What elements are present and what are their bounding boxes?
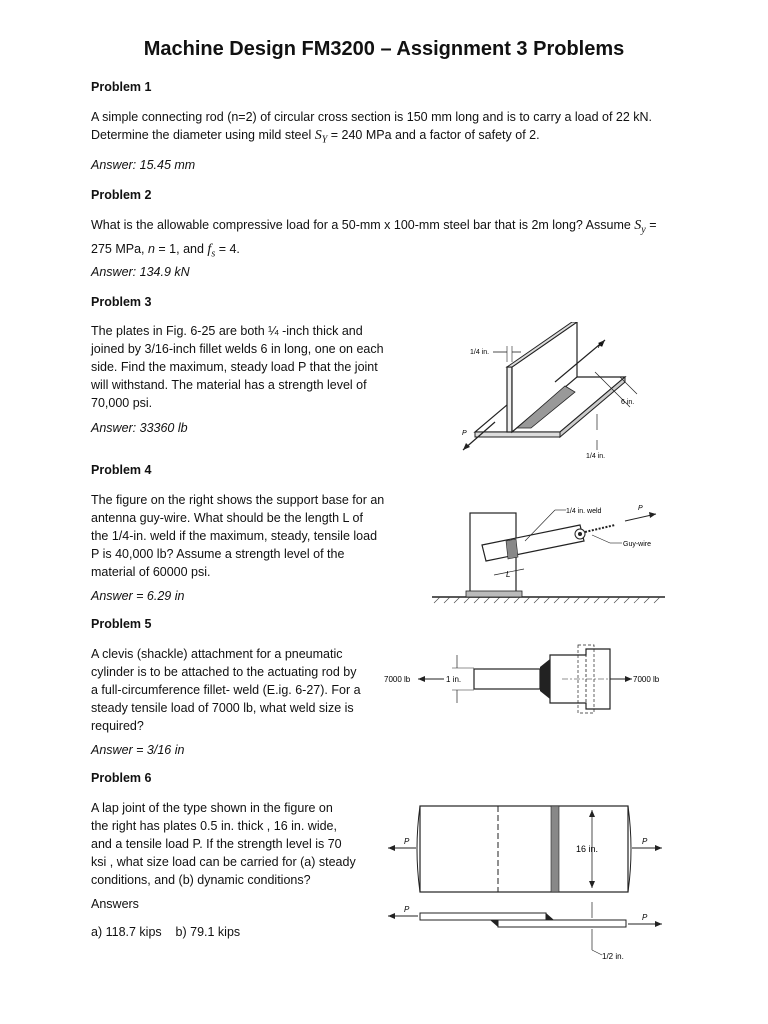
arrow-left-icon [388,913,395,919]
weld-label: 1/4 in. weld [566,508,602,515]
problem-5-text: A clevis (shackle) attachment for a pneumatic cylinder is to be attached to the actuating rod by a full-circumference fillet- weld (E.ig. 6-27). For a steady tensile load of 7000 lb, what weld size is required? [91,647,361,733]
arrow-right-icon [655,845,662,851]
problem-6-answers-label: Answers [91,897,139,911]
problem-6-heading: Problem 6 [91,771,152,785]
fillet-weld-figure [455,322,665,462]
fillet-weld [540,659,550,699]
weld-length-label: 6 in. [621,399,635,406]
problem-1-text: A simple connecting rod (n=2) of circular cross section is 150 mm long and is to carry a load of 22 kN. Determine the diameter using mild steel $S_Y = 240$ MPa and a factor of safety of 2. [91,110,653,146]
load-label-side-left: P [404,905,410,914]
weld-bead [506,539,518,559]
problem-1-answer: Answer: 15.45 mm [91,158,196,172]
load-label-right: P [642,837,648,846]
load-label: P [638,505,643,512]
problem-2-text: What is the allowable compressive load for a 50-mm x 100-mm steel bar that is 2m long? Assume $S_y$ = 275 MPa, n = 1, and $f_s = 4$. [91,218,657,259]
load-label-bottom: P [462,430,467,437]
arrow-left-icon [388,845,395,851]
arrow-right-icon [649,512,656,518]
plate-side-right [498,920,626,927]
page-title: Machine Design FM3200 – Assignment 3 Problems [143,38,625,60]
problem-3-text: The plates in Fig. 6-25 are both ¼ -inch thick and joined by 3/16-inch fillet welds 6 in long, one on each side. Find the maximum, steady load P that the joint will withstand. The material has a strength level of 70,000 psi. [91,324,384,410]
plate-side-left [420,913,546,920]
actuating-rod [474,669,540,689]
problem-4-heading: Problem 4 [91,463,152,477]
problem-4-answer: Answer = 6.29 in [91,589,185,603]
lap-joint-figure [380,800,670,970]
guy-wire-base-figure [430,497,670,607]
problem-3-heading: Problem 3 [91,295,152,309]
plate-thickness-label: 1/4 in. [586,453,606,460]
right-load-label: 7000 lb [633,675,660,684]
guy-wire-label: Guy-wire [623,541,652,548]
load-label-top: P [598,343,603,350]
problem-3-answer: Answer: 33360 lb [91,421,188,435]
clevis-figure [382,637,702,717]
problem-5-heading: Problem 5 [91,617,152,631]
plate-width-label: 16 in. [576,844,599,854]
weld-length-label: L [506,570,511,579]
rod-diameter-label: 1 in. [446,675,462,684]
arrow-left-icon [418,676,425,682]
problem-6-text: A lap joint of the type shown in the figure on the right has plates 0.5 in. thick , 16 in. wide, and a tensile load P. If the strength level is 70 ksi , what size load can be carried for (a) steady conditions, and (b) dynamic conditions? [91,801,356,887]
problem-2-answer: Answer: 134.9 kN [91,265,190,279]
left-load-label: 7000 lb [384,675,411,684]
problem-2-heading: Problem 2 [91,188,152,202]
problem-5-answer: Answer = 3/16 in [91,743,185,757]
plate-thickness-label: 1/2 in. [602,952,624,961]
arrow-right-icon [625,676,632,682]
arrow-right-icon [655,921,662,927]
weld-bead [551,806,559,892]
problem-1-heading: Problem 1 [91,80,152,94]
problem-6-answers: a) 118.7 kips b) 79.1 kips [91,925,241,939]
problem-4-text: The figure on the right shows the support base for an antenna guy-wire. What should be the length L of the 1/4-in. weld if the maximum, steady, tensile load P is 40,000 lb? Assume a strength level of the material of 60000 psi. [91,493,385,579]
load-label-side-right: P [642,913,648,922]
thickness-label: 1/4 in. [470,349,490,356]
guy-wire [585,525,615,532]
load-label-left: P [404,837,410,846]
